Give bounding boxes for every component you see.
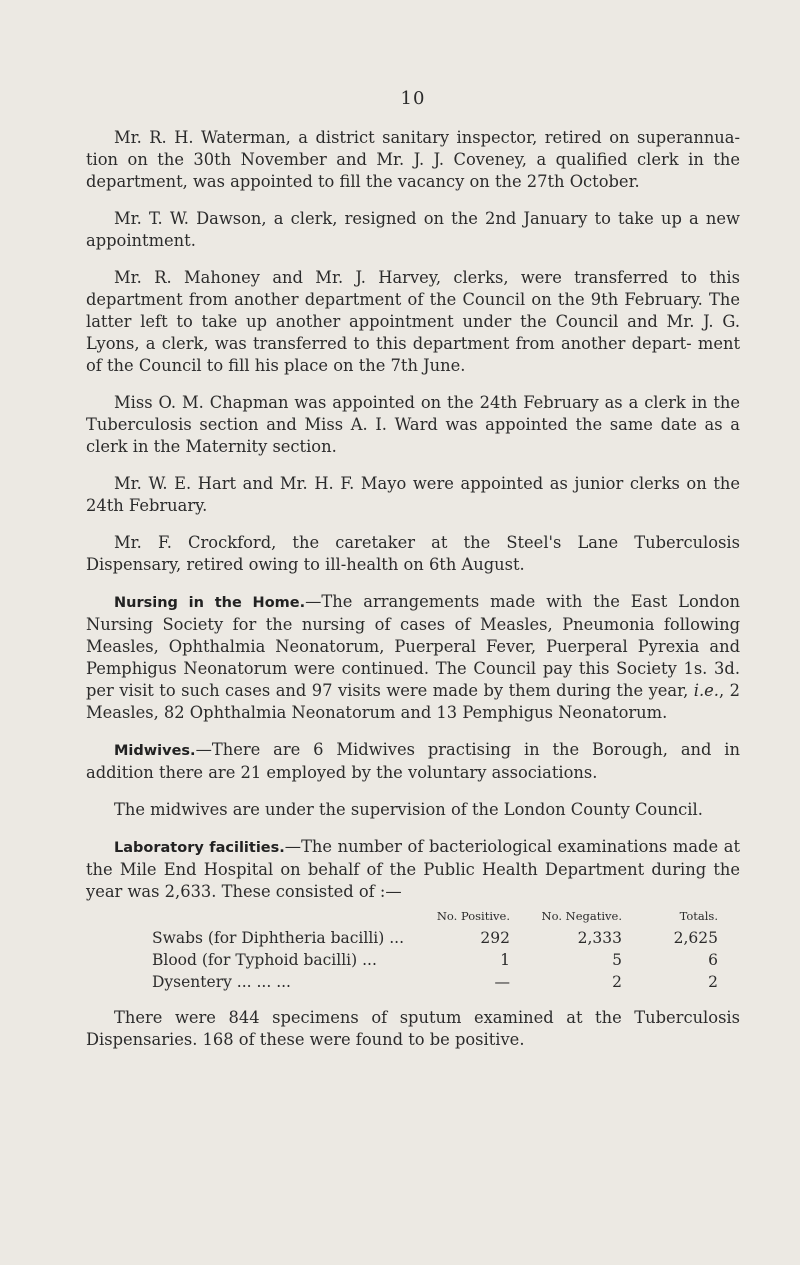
- table-row: [152, 927, 718, 949]
- header-positive: No. Positive.: [436, 909, 510, 923]
- cell-total: 6: [708, 951, 718, 969]
- row-label: Blood (for Typhoid bacilli) ...: [152, 951, 377, 969]
- cell-positive: 292: [480, 929, 510, 947]
- paragraph-hart-mayo: Mr. W. E. Hart and Mr. H. F. Mayo were appointed as junior clerks on the 24th February.: [86, 474, 740, 515]
- laboratory-heading: Laboratory facilities.: [114, 840, 285, 856]
- laboratory-table: [152, 909, 718, 993]
- paragraph-crockford: Mr. F. Crockford, the caretaker at the Steel's Lane Tuberculosis Dispensary, retired owing to ill-health on 6th August.: [86, 533, 740, 574]
- paragraph-dawson: Mr. T. W. Dawson, a clerk, resigned on the 2nd January to take up a new appointment.: [86, 209, 740, 250]
- laboratory-text: —The number of bacteriological examinations made at the Mile End Hospital on behalf of the Public Health Department during the year was 2,633. These consisted of :—: [86, 837, 740, 901]
- nursing-heading: Nursing in the Home.: [114, 595, 306, 611]
- header-totals: Totals.: [679, 909, 718, 923]
- midwives-text: —There are 6 Midwives practising in the Borough, and in addition there are 21 employed by the voluntary associations.: [86, 740, 740, 782]
- nursing-ie: i.e.: [693, 681, 719, 700]
- cell-total: 2: [708, 973, 718, 991]
- cell-negative: 2,333: [577, 929, 622, 947]
- nursing-text-b: , 2 Measles, 82 Ophthalmia Neonatorum and 13 Pemphigus Neonatorum.: [86, 681, 740, 722]
- cell-negative: 5: [612, 951, 622, 969]
- cell-positive: 1: [500, 951, 510, 969]
- paragraph-mahoney-harvey: Mr. R. Mahoney and Mr. J. Harvey, clerks, were transferred to this department from another department of the Council on the 9th February. The latter left to take up another appointment under the Council and Mr. J. G. Lyons, a clerk, was transferred to this department from another depart- ment of the Council to fill his place on the 7th June.: [86, 268, 740, 375]
- paragraph-chapman-ward: Miss O. M. Chapman was appointed on the 24th February as a clerk in the Tuberculosis section and Miss A. I. Ward was appointed the same date as a clerk in the Maternity section.: [86, 393, 740, 456]
- row-label: Swabs (for Diphtheria bacilli) ...: [152, 929, 405, 947]
- table-header-blank: [152, 909, 430, 927]
- table-row: [152, 971, 718, 993]
- header-negative: No. Negative.: [541, 909, 622, 923]
- paragraph-midwives-supervision: The midwives are under the supervision of the London County Council.: [114, 800, 703, 819]
- row-label: Dysentery ... ... ...: [152, 973, 291, 991]
- cell-negative: 2: [612, 973, 622, 991]
- cell-positive: —: [494, 973, 510, 991]
- paragraph-sputum: There were 844 specimens of sputum examined at the Tuberculosis Dispensaries. 168 of these were found to be positive.: [86, 1008, 740, 1049]
- table-header-row: [152, 909, 718, 927]
- paragraph-waterman: Mr. R. H. Waterman, a district sanitary inspector, retired on superannua- tion on the 30th November and Mr. J. J. Coveney, a qualified clerk in the department, was appointed to fill the vacancy on the 27th October.: [86, 128, 740, 191]
- paragraph-nursing: [86, 591, 740, 724]
- paragraph-laboratory: [86, 836, 740, 903]
- table-row: [152, 949, 718, 971]
- cell-total: 2,625: [673, 929, 718, 947]
- paragraph-midwives: [86, 739, 740, 784]
- nursing-text-a: —The arrangements made with the East London Nursing Society for the nursing of cases of Measles, Pneumonia following Measles, Ophthalmia Neonatorum, Puerperal Fever, Puerperal Pyrexia and Pemphigus Neonatorum were continued. The Council pay this Society 1s. 3d. per visit to such cases and 97 visits were made by them during the year,: [86, 592, 740, 700]
- page-number: 10: [400, 88, 426, 109]
- midwives-heading: Midwives.: [114, 743, 196, 759]
